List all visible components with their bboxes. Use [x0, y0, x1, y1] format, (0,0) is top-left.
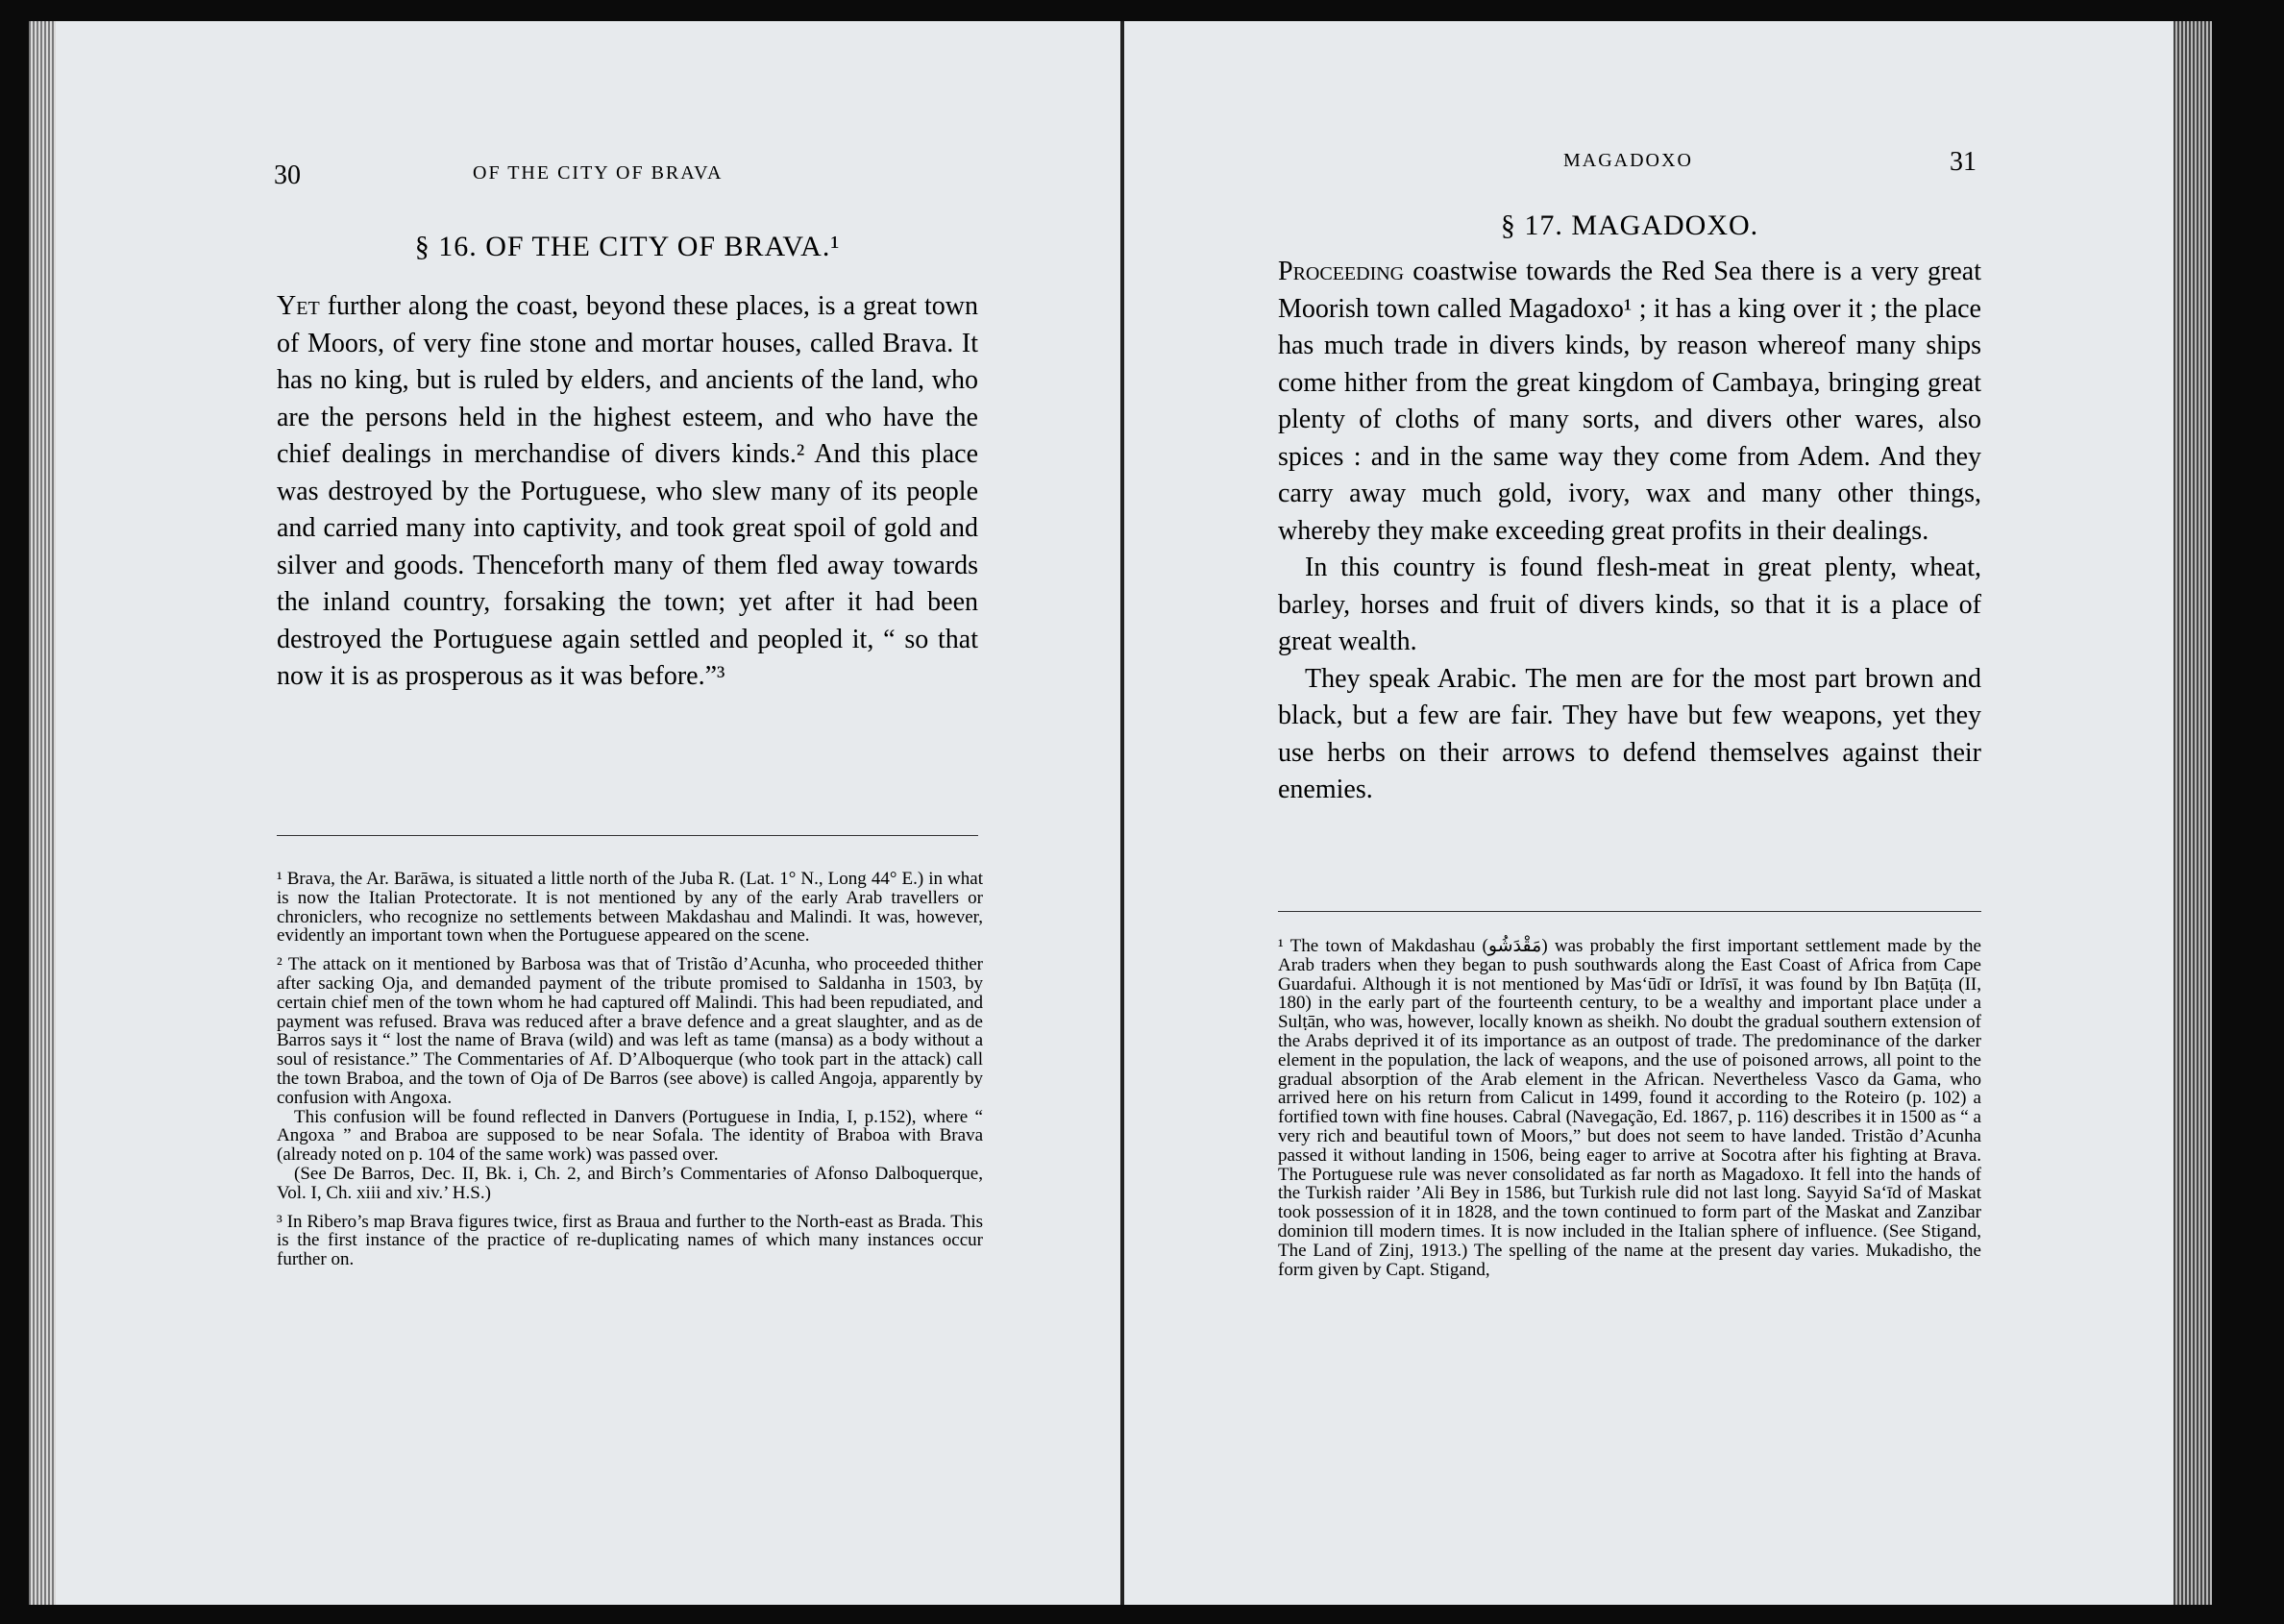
left-body-text — [277, 288, 978, 696]
right-footnotes — [1278, 937, 1981, 1279]
left-section-title: § 16. OF THE CITY OF BRAVA.¹ — [414, 231, 841, 262]
left-footnote-2: ² The attack on it mentioned by Barbosa was that of Tristão d’Acunha, who proceeded thither after sacking Oja, and demanded payment of the tribute promised to Saldanha in 1503, by certain chief men of the town whom he had captured off Malindi. This had been repudiated, and payment was refused. Brava was reduced after a brave defence and a great slaughter, and as de Barros says it “ lost the name of Brava (wild) and was left as tame (mansa) as a body without a soul of resistance.” The Commentaries of Af. D’Alboquerque (who took part in the attack) call the town Braboa, and the town of Oja of De Barros (see above) is called Angoja, apparently by confusion with Angoxa. — [277, 954, 983, 1108]
left-paragraph — [277, 288, 978, 696]
right-running-head: MAGADOXO — [1563, 150, 1693, 171]
left-footnote-3: ³ In Ribero’s map Brava figures twice, first as Braua and further to the North-east as Brada. This is the first instance of the practice of re-duplicating names of which many instances occur further on. — [277, 1211, 983, 1270]
left-footnote-rule — [277, 835, 978, 836]
book-gutter — [1120, 21, 1124, 1605]
right-paragraph-3: They speak Arabic. The men are for the most part brown and black, but a few are fair. They have but few weapons, yet they use herbs on their arrows to defend themselves against their enemies. — [1278, 663, 1981, 804]
left-running-head: OF THE CITY OF BRAVA — [473, 162, 724, 184]
left-footnote-2-continued: This confusion will be found reflected in Danvers (Portuguese in India, I, p.152), where “ Angoxa ” and Braboa are supposed to be near Sofala. The identity of Braboa with Brava (already noted on p. 104 of the same work) was passed over. — [277, 1106, 983, 1166]
right-page-number: 31 — [1950, 147, 1977, 177]
left-opening-word: Yet — [277, 291, 320, 321]
right-paragraph-1-text: coastwise towards the Red Sea there is a very great Moorish town called Magadoxo¹ ; it has a king over it ; the place has much trade in divers kinds, by reason whereof many ships come hither from the great kingdom of Cambaya, bringing great plenty of cloths of many sorts, and divers other wares, also spices : and in the same way they come from Adem. And they carry away much gold, ivory, wax and many other things, whereby they make exceeding great profits in their dealings. — [1278, 257, 1982, 546]
arabic-name: مَقْدَشُو — [1487, 935, 1542, 956]
right-footnote-rule — [1278, 911, 1981, 912]
right-paragraph-2: In this country is found flesh-meat in great plenty, wheat, barley, horses and fruit of divers kinds, so that it is a place of great wealth. — [1278, 553, 1981, 656]
right-section-title: § 17. MAGADOXO. — [1500, 209, 1759, 241]
left-footnote-1: ¹ Brava, the Ar. Barāwa, is situated a little north of the Juba R. (Lat. 1° N., Long 44° E.) in what is now the Italian Protectorate. It is not mentioned by any of the early Arab travellers or chroniclers, who recognize no settlements between Makdashau and Malindi. It was, however, evidently an important town when the Portuguese appeared on the scene. — [277, 869, 983, 947]
right-opening-word: Proceeding — [1278, 257, 1405, 286]
right-body-text — [1278, 254, 1981, 809]
right-footnote-1 — [1278, 937, 1981, 1279]
left-page-number: 30 — [274, 160, 301, 190]
left-footnote-2-reference: (See De Barros, Dec. II, Bk. i, Ch. 2, and Birch’s Commentaries of Afonso Dalboquerque, Vol. I, Ch. xiii and xiv.’ H.S.) — [277, 1163, 983, 1203]
right-paragraph-1 — [1278, 254, 1981, 550]
left-page-edge — [29, 21, 56, 1605]
right-footnote-1-prefix: ¹ The town of Makdashau ( — [1278, 936, 1488, 956]
left-footnotes — [277, 870, 983, 1279]
right-page-edge — [2173, 21, 2212, 1605]
left-paragraph-text: further along the coast, beyond these places, is a great town of Moors, of very fine stone and mortar houses, called Brava. It has no king, but is ruled by elders, and ancients of the land, who are the persons held in the highest esteem, and who have the chief dealings in merchandise of divers kinds.² And this place was destroyed by the Portuguese, who slew many of its people and carried many into captivity, and took great spoil of gold and silver and goods. Thenceforth many of them fled away towards the inland country, forsaking the town; yet after it had been destroyed the Portuguese again settled and peopled it, “ so that now it is as prosperous as it was before.”³ — [277, 291, 979, 691]
right-footnote-1-text: ) was probably the first important settlement made by the Arab traders when they began to push southwards along the East Coast of Africa from Cape Guardafui. Although it is not mentioned by Mas‘ūdī or Idrīsī, it was found by Ibn Baṭūṭa (II, 180) in the early part of the fourteenth century, to be a wealthy and important place under a Sulṭān, who was, however, locally known as sheikh. No doubt the gradual southern extension of the Arabs deprived it of its importance as an outpost of trade. The predominance of the darker element in the population, the lack of weapons, and the use of poisoned arrows, all point to the gradual absorption of the Arab element in the African. Nevertheless Vasco da Gama, who arrived here on his return from Calicut in 1499, found it according to the Roteiro (p. 102) a fortified town with fine houses. Cabral (Navegação, Ed. 1867, p. 116) describes it in 1500 as “ a very rich and beautiful town of Moors,” but does not seem to have landed. Tristão d’Acunha passed it without landing in 1506, being eager to arrive at Socotra after his fighting at Brava. The Portuguese rule was never consolidated as far north as Magadoxo. It fell into the hands of the Turkish raider ’Ali Bey in 1586, but Turkish rule did not last long. Sayyid Sa‘īd of Maskat took possession of it in 1828, and the town continued to form part of the Maskat and Zanzibar dominion till modern times. It is now included in the Italian sphere of influence. (See Stigand, The Land of Zinj, 1913.) The spelling of the name at the present day varies. Mukadisho, the form given by Capt. Stigand, — [1278, 936, 1981, 1280]
